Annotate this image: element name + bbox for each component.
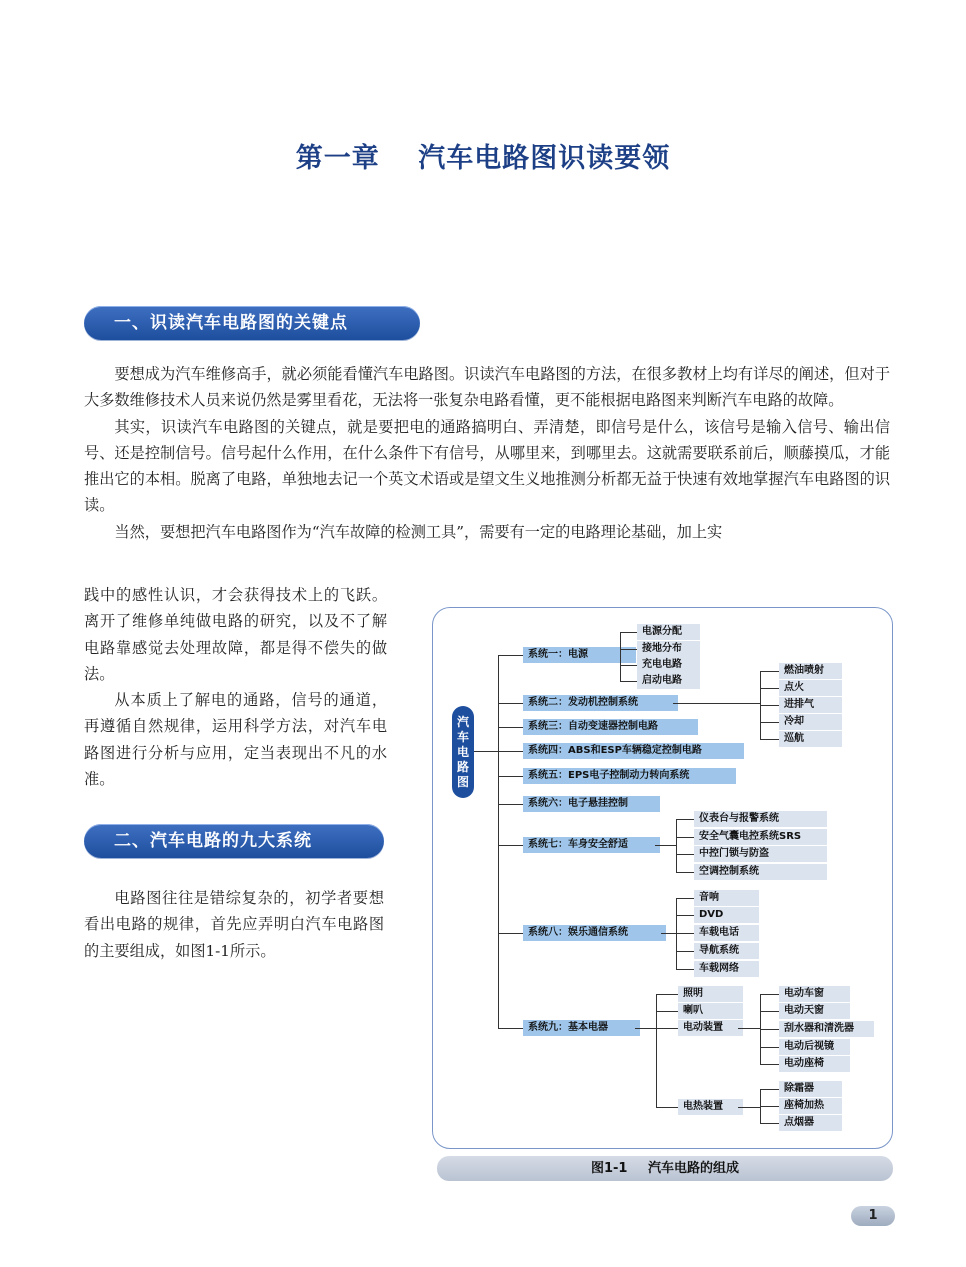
connector-line <box>635 1028 656 1029</box>
connector-line <box>656 1107 678 1108</box>
entertainment-subitem: DVD <box>694 907 759 923</box>
electric-device-item: 刮水器和清洗器 <box>779 1021 874 1037</box>
diagram-root: 汽 车 电 路 图 <box>452 706 474 798</box>
basic-electric-subitem: 电动装置 <box>678 1020 743 1036</box>
connector-line <box>498 804 523 805</box>
electric-device-item: 电动座椅 <box>779 1056 850 1072</box>
connector-line <box>656 994 678 995</box>
connector-line <box>760 1106 779 1107</box>
connector-line <box>498 933 523 934</box>
left-column-text <box>84 582 387 792</box>
connector-line <box>498 655 523 656</box>
system-node-5: 系统五：EPS电子控制动力转向系统 <box>523 768 736 784</box>
engine-subitem: 燃油喷射 <box>779 663 842 679</box>
connector-line <box>620 649 637 650</box>
section-1-banner <box>84 306 420 340</box>
system-node-6: 系统六：电子悬挂控制 <box>523 796 660 812</box>
connector-line <box>738 1028 760 1029</box>
figure-title: 汽车电路的组成 <box>648 1161 740 1176</box>
paragraph-2: 其实，识读汽车电路图的关键点，就是要把电的通路搞明白、弄清楚，即信号是什么，该信号是输入信号、输出信号、还是控制信号。信号起什么作用，在什么条件下有信号，从哪里来，到哪里去。这就需要联系前后，顺藤摸瓜，才能推出它的本相。脱离了电路，单独地去记一个英文术语或是望文生义地推测分析都无益于快速有效地掌握汽车电路图的识读。 <box>84 417 890 515</box>
system-node-8: 系统八：娱乐通信系统 <box>523 925 666 941</box>
heating-device-item: 点烟器 <box>779 1115 842 1131</box>
connector-line <box>676 969 694 970</box>
figure-caption <box>437 1156 893 1181</box>
entertainment-subitem: 车载网络 <box>694 961 759 977</box>
connector-line <box>676 837 694 838</box>
paragraph-1: 要想成为汽车维修高手，就必须能看懂汽车电路图。识读汽车电路图的方法，在很多教材上均有详尽的阐述，但对于大多数维修技术人员来说仍然是雾里看花，无法将一张复杂电路看懂，更不能根据电路图来判断汽车电路的故障。 <box>84 365 890 410</box>
system-node-1: 系统一：电源 <box>523 647 636 663</box>
system-node-7: 系统七：车身安全舒适 <box>523 837 660 853</box>
figure-number: 图1-1 <box>590 1161 628 1176</box>
body-comfort-subitem: 仪表台与报警系统 <box>694 811 827 827</box>
connector-line <box>620 665 637 666</box>
system-node-3: 系统三：自动变速器控制电路 <box>523 719 698 735</box>
electric-device-item: 电动后视镜 <box>779 1039 850 1055</box>
engine-subitem: 进排气 <box>779 697 842 713</box>
section-1-title: 一、识读汽车电路图的关键点 <box>114 313 348 333</box>
connector-line <box>673 703 760 704</box>
section-2-title: 二、汽车电路的九大系统 <box>114 831 312 851</box>
engine-subitem: 点火 <box>779 680 842 696</box>
connector-line <box>655 845 676 846</box>
connector-line <box>760 688 779 689</box>
connector-line <box>620 681 637 682</box>
body-comfort-subitem: 空调控制系统 <box>694 864 827 880</box>
connector-line <box>676 819 677 872</box>
paragraph-5: 电路图往往是错综复杂的，初学者要想看出电路的规律，首先应弄明白汽车电路图的主要组成，如图1-1所示。 <box>84 889 384 960</box>
section-1-body <box>84 361 890 545</box>
power-subitem: 启动电路 <box>637 673 700 689</box>
connector-line <box>498 776 523 777</box>
connector-line <box>498 727 523 728</box>
chapter-number: 第一章 <box>295 143 380 174</box>
engine-subitem: 冷却 <box>779 714 842 730</box>
connector-line <box>620 632 621 681</box>
connector-line <box>498 1028 523 1029</box>
connector-line <box>498 751 523 752</box>
basic-electric-subitem: 照明 <box>678 986 743 1002</box>
power-subitem: 电源分配 <box>637 624 700 640</box>
electric-device-item: 电动车窗 <box>779 986 850 1002</box>
connector-line <box>676 854 694 855</box>
heating-device-item: 除霜器 <box>779 1081 842 1097</box>
electric-device-item: 电动天窗 <box>779 1003 850 1019</box>
connector-line <box>498 845 523 846</box>
power-subitem: 充电电路 <box>637 657 700 673</box>
paragraph-4: 从本质上了解电的通路，信号的通道，再遵循自然规律，运用科学方法，对汽车电路图进行分析与应用，定当表现出不凡的水准。 <box>84 691 387 789</box>
paragraph-3-rest: 践中的感性认识，才会获得技术上的飞跃。离开了维修单纯做电路的研究，以及不了解电路靠感觉去处理故障，都是得不偿失的做法。 <box>84 586 387 683</box>
system-node-9: 系统九：基本电器 <box>523 1020 640 1036</box>
connector-line <box>676 872 694 873</box>
page-number: 1 <box>851 1206 895 1226</box>
connector-line <box>738 1107 760 1108</box>
body-comfort-subitem: 安全气囊电控系统SRS <box>694 829 827 845</box>
connector-line <box>760 1089 779 1090</box>
basic-electric-subitem: 电热装置 <box>678 1099 743 1115</box>
connector-line <box>656 1028 678 1029</box>
connector-line <box>760 739 779 740</box>
connector-line <box>760 1123 779 1124</box>
section-2-body <box>84 885 384 964</box>
paragraph-3-line1: 当然，要想把汽车电路图作为“汽车故障的检测工具”，需要有一定的电路理论基础，加上实 <box>114 522 723 541</box>
connector-line <box>760 722 779 723</box>
section-2-banner <box>84 824 384 858</box>
connector-line <box>760 1011 779 1012</box>
chapter-name: 汽车电路图识读要领 <box>418 143 671 174</box>
connector-line <box>498 703 523 704</box>
heating-device-item: 座椅加热 <box>779 1098 842 1114</box>
connector-line <box>760 671 779 672</box>
connector-line <box>676 898 694 899</box>
entertainment-subitem: 导航系统 <box>694 943 759 959</box>
connector-line <box>676 819 694 820</box>
connector-line <box>620 632 637 633</box>
connector-line <box>760 1029 779 1030</box>
entertainment-subitem: 车载电话 <box>694 925 759 941</box>
connector-line <box>474 751 498 752</box>
basic-electric-subitem: 喇叭 <box>678 1003 743 1019</box>
connector-line <box>760 705 779 706</box>
connector-line <box>760 1047 779 1048</box>
system-node-2: 系统二：发动机控制系统 <box>523 695 678 711</box>
chapter-title <box>0 136 966 175</box>
connector-line <box>676 933 694 934</box>
connector-line <box>676 951 694 952</box>
entertainment-subitem: 音响 <box>694 890 759 906</box>
body-comfort-subitem: 中控门锁与防盗 <box>694 846 827 862</box>
system-node-4: 系统四：ABS和ESP车辆稳定控制电路 <box>523 743 744 759</box>
connector-line <box>656 1011 678 1012</box>
connector-line <box>760 1064 779 1065</box>
power-subitem: 接地分布 <box>637 641 700 657</box>
connector-line <box>676 915 694 916</box>
connector-line <box>760 994 779 995</box>
connector-line <box>498 655 499 1028</box>
engine-subitem: 巡航 <box>779 731 842 747</box>
connector-line <box>661 933 676 934</box>
